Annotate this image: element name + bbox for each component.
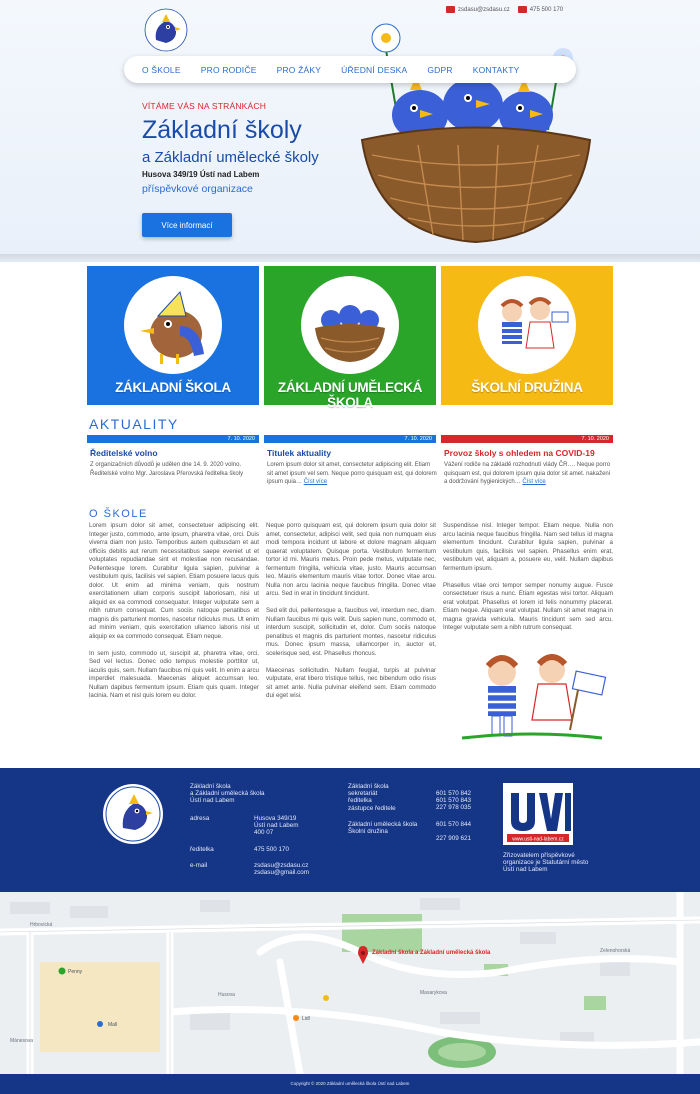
- footer-zs-labels: Základní škola sekretariát ředitelka zástupce ředitele: [348, 783, 396, 812]
- footer-founder-note: Zřizovatelem příspěvkové organizace je Statutární město Ústí nad Labem: [503, 852, 589, 874]
- footer-zs-phones[interactable]: 601 570 842 601 570 843 227 978 035: [436, 790, 472, 812]
- hero-section: [0, 0, 700, 262]
- footer-email-label: e-mail: [190, 862, 208, 869]
- card-zakladni-umelecka-skola[interactable]: [264, 266, 436, 410]
- footer-email-links[interactable]: zsdasu@zsdasu.cz zsdasu@gmail.com: [254, 862, 310, 877]
- phone-text: 475 500 170: [529, 7, 564, 14]
- hero-shadow: [0, 254, 700, 264]
- nav-uredni-deska[interactable]: ÚŘEDNÍ DESKA: [341, 64, 408, 75]
- card-label: ZÁKLADNÍ UMĚLECKÁ ŠKOLA: [277, 380, 423, 410]
- hero-subtitle: a Základní umělecké školy: [142, 149, 319, 166]
- birds-nest-illustration: [358, 10, 598, 250]
- footer-zus-labels: Základní umělecká škola Školní družina: [348, 821, 418, 836]
- more-info-button[interactable]: Více informací: [142, 213, 232, 237]
- nav-pro-rodice[interactable]: PRO RODIČE: [200, 64, 257, 75]
- about-column-3: Suspendisse nisl. Integer tempor. Etiam neque. Nulla non arcu lacinia neque faucibus fringilla. Nam sed tellus id magna elementum tincidunt. Curabitur ligula sapien, pulvinar a vestibulum quis, facilisis vel sapien. Phasellus enim erat, vestibulum vel, aliquam a, posuere eu, velit. Nullam dapibus fermentum ipsum. Phasellus vitae orci tempor semper nonumy augue. Fusce consectetuer risus a nunc. Etiam egestas wisi tortor. Aliquam erat volutpat. Phasellus et lorem id felis nonummy placerat. Etiam neque. Aliquam erat volutpat. Nullam sit amet magna in magna gravida vehicula. Mauris tincidunt sem sed arcu. Integer vulputate sem a nibh rutrum consequat.: [443, 522, 613, 631]
- about-column-1: Lorem ipsum dolor sit amet, consectetuer adipiscing elit. Integer justo, commodo, ante ipsum, pharetra vitae, orci. Duis viverra diam non justo. Temporibus autem quibusdam et aut officiis debitis aut rerum necessitatibus saepe eveniet ut et voluptates repudiandae sint et molestiae non recusandae. Pellentesque lorem. Curabitur ligula sapien, pulvinar a vestibulum quis, facilisis vel sapien. Etiam posuere lacus quis dolor. Ut enim ad minima veniam, quis nostrum exercitationem ullam corporis suscipit laboriosam, nisi ut aliquid ex ea commodi consequatur. Integer vulputate sem a nibh rutrum consequat. Cum sociis natoque penatibus et magnis dis parturient montes, nascetur ridiculus mus. Ut enim ad minim veniam, quis exercitation ullamco laboris nisi ut aliquip ex ea commodo consequat. Etiam neque. In sem justo, commodo ut, suscipit at, pharetra vitae, orci. Sed vel lectus. Donec odio tempus molestie porttitor ut, iaculis quis, sem. Nullam faucibus mi quis velit. In enim a arcu imperdiet malesuada. Maecenas aliquet accumsan leo. Nullam dapibus fermentum ipsum. Etiam quis quam. Integer lacinia. Nam et nisl quis lorem eu dolor.: [89, 522, 259, 699]
- card-image-circle: [301, 276, 399, 374]
- card-label: ŠKOLNÍ DRUŽINA: [471, 380, 583, 395]
- location-map[interactable]: [0, 892, 700, 1074]
- map-street-label: Mánesova: [10, 1038, 34, 1044]
- usti-logo-caption: www.usti-nad-labem.cz: [512, 836, 564, 843]
- nav-pro-zaky[interactable]: PRO ŽÁKY: [276, 64, 322, 75]
- footer-school-logo[interactable]: [103, 784, 163, 844]
- news-date-bar: 7. 10. 2020: [441, 435, 613, 443]
- map-street-label: Husova: [218, 992, 235, 998]
- school-logo[interactable]: [140, 8, 192, 52]
- news-excerpt-text: Vážení rodiče na základě rozhodnutí vlády ČR…. Neque porro quisquam est, qui dolorem ipsum quia dolor sit amet. nakažení a dodržování hygienických…: [444, 462, 611, 485]
- news-excerpt: [90, 461, 260, 478]
- map-street-label: Hrbovická: [30, 922, 53, 928]
- news-excerpt-text: Z organizačních důvodů je udělen dne 14. 9. 2020 volno. Ředitelské volno Mgr. Jaroslava Přerovská ředitelka školy: [90, 462, 244, 477]
- about-column-2: Neque porro quisquam est, qui dolorem ipsum quia dolor sit amet, consectetur, adipisci velit, sed quia non numquam eius modi tempora incidunt ut labore et dolore magnam aliquam quaerat voluptatem. Quisque porta. Vestibulum fermentum tortor id mi. Mauris metus. Proin pede metus, vulputate nec, fermentum fringilla, vehicula vitae, justo. Mauris accumsan leo. Mauris elementum mauris vitae tortor. Donec vitae arcu. Nulla non arcu lacinia neque faucibus fringilla. Donec vitae arcu. Sed in erat in tincidunt tincidunt. Sed elit dui, pellentesque a, faucibus vel, interdum nec, diam. Nullam faucibus mi quis velit. Duis sapien nunc, commodo et, interdum suscipit, sollicitudin et, dolor. Cum sociis natoque penatibus et magnis dis parturient montes, nascetur ridiculus mus. Donec ipsum massa, ullamcorper in, auctor et, scelerisque sed, est. Phasellus rhoncus. Maecenas sollicitudin. Nullam feugiat, turpis at pulvinar vulputate, erat libero tristique tellus, nec bibendum odio risus sit amet ante. Nulla pulvinar eleifend sem. Etiam commodo dui eget wisi.: [266, 522, 436, 699]
- footer-director-phone[interactable]: 475 500 170: [254, 846, 290, 853]
- main-navigation: [124, 56, 576, 83]
- map-canvas[interactable]: [0, 892, 700, 1074]
- news-title[interactable]: Titulek aktuality: [267, 448, 332, 458]
- hero-title: Základní školy: [142, 116, 302, 144]
- usti-logo-icon: [503, 783, 573, 845]
- map-place-label: Penny: [68, 969, 83, 975]
- nav-o-skole[interactable]: O ŠKOLE: [142, 64, 181, 75]
- kids-with-sign-illustration: [452, 650, 612, 745]
- news-date-bar: 7. 10. 2020: [264, 435, 436, 443]
- card-image-circle: [478, 276, 576, 374]
- footer-address-value: Husova 349/19 Ústí nad Labem 400 07: [254, 815, 299, 837]
- map-street-label: Zelenohorská: [600, 948, 631, 954]
- map-pin-label[interactable]: Základní škola a Základní umělecká škola: [372, 950, 491, 956]
- copyright-bar: Copyright © 2020 Základní umělecká škola Ústí nad Labem: [0, 1074, 700, 1094]
- bird-with-scarf-illustration: [124, 276, 222, 374]
- footer-zus-phones[interactable]: 601 570 844 227 909 621: [436, 821, 472, 843]
- news-title[interactable]: Ředitelské volno: [90, 448, 158, 458]
- read-more-link[interactable]: Číst více: [303, 479, 328, 485]
- hero-kicker: VÍTÁME VÁS NA STRÁNKÁCH: [142, 101, 267, 111]
- news-excerpt: [444, 461, 614, 487]
- card-zakladni-skola[interactable]: [87, 266, 259, 405]
- card-label: ZÁKLADNÍ ŠKOLA: [115, 380, 231, 395]
- usti-city-logo[interactable]: [503, 783, 573, 845]
- read-more-link[interactable]: Číst více: [522, 479, 546, 485]
- nav-kontakty[interactable]: KONTAKTY: [472, 64, 520, 75]
- hero-org-type: příspěvkové organizace: [142, 183, 253, 195]
- nav-gdpr[interactable]: GDPR: [427, 64, 453, 75]
- footer-org-name: Základní škola a Základní umělecká škola Ústí nad Labem: [190, 783, 265, 805]
- hero-address: Husova 349/19 Ústí nad Labem: [142, 170, 260, 179]
- news-title[interactable]: Provoz školy s ohledem na COVID-19: [444, 448, 595, 458]
- news-heading: AKTUALITY: [89, 416, 179, 432]
- news-date-bar: 7. 10. 2020: [87, 435, 259, 443]
- birds-nest-illustration: [301, 276, 399, 374]
- footer-address-label: adresa: [190, 815, 210, 822]
- map-place-label: Mall: [108, 1022, 118, 1028]
- map-street-label: Masarykova: [420, 990, 447, 996]
- two-kids-illustration: [478, 276, 576, 374]
- card-image-circle: [124, 276, 222, 374]
- card-skolni-druzina[interactable]: [441, 266, 613, 405]
- news-excerpt: [267, 461, 437, 487]
- news-excerpt-text: Lorem ipsum dolor sit amet, consectetur adipiscing elit. Etiam sit amet ipsum vel sem. Neque porro quisquam est, qui dolorem ipsum quia…: [267, 462, 437, 485]
- email-text: zsdasu@zsdasu.cz: [458, 7, 510, 14]
- about-heading: O ŠKOLE: [89, 508, 148, 520]
- footer-director-label: ředitelka: [190, 846, 214, 853]
- bird-logo-icon: [103, 784, 163, 844]
- map-place-label: Lidl: [302, 1016, 310, 1022]
